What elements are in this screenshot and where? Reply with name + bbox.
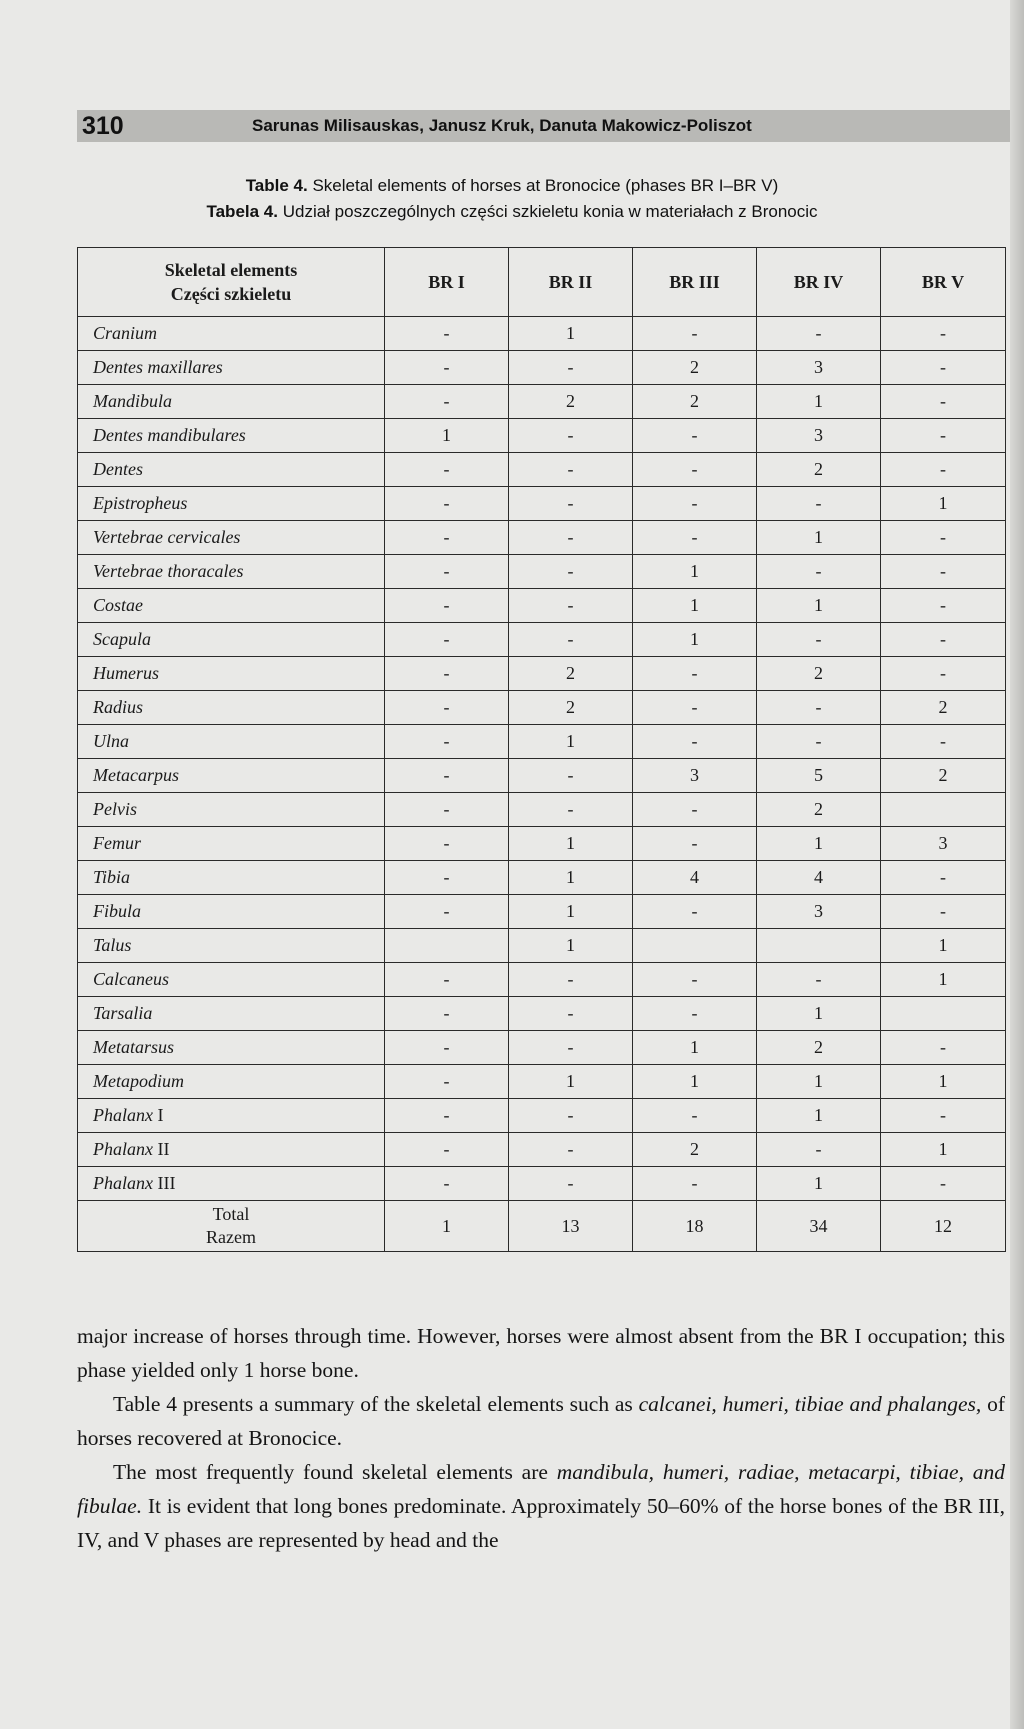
element-name — [78, 351, 385, 385]
paragraph-3-italic: mandibula, humeri, radiae, metacarpi, tibiae, and fibulae. — [77, 1460, 1005, 1518]
cell-br-i: - — [385, 351, 509, 385]
cell-br-v: - — [881, 385, 1006, 419]
cell-br-iii: 1 — [633, 1065, 757, 1099]
cell-br-i — [385, 929, 509, 963]
cell-br-iv: 1 — [757, 1065, 881, 1099]
cell-br-i: - — [385, 997, 509, 1031]
cell-br-v: 2 — [881, 691, 1006, 725]
total-label-english: Total — [212, 1204, 250, 1224]
table-row — [78, 1031, 1006, 1065]
cell-br-iv: 1 — [757, 589, 881, 623]
cell-br-iv: - — [757, 623, 881, 657]
total-label-polish: Razem — [206, 1227, 256, 1247]
cell-br-iii: 2 — [633, 385, 757, 419]
cell-br-ii: - — [509, 997, 633, 1031]
element-name — [78, 725, 385, 759]
element-name-latin: Vertebrae cervicales — [93, 527, 241, 547]
element-name — [78, 521, 385, 555]
paragraph-3-start: The most frequently found skeletal elements are — [113, 1460, 557, 1484]
cell-br-i: - — [385, 623, 509, 657]
element-name — [78, 1167, 385, 1201]
header-br-v: BR V — [881, 248, 1006, 317]
cell-br-iv: - — [757, 1133, 881, 1167]
table-row — [78, 1133, 1006, 1167]
cell-br-iii: 1 — [633, 555, 757, 589]
header-elements-english: Skeletal elements — [164, 260, 298, 280]
cell-br-v: 1 — [881, 487, 1006, 521]
paragraph-2-start: Table 4 presents a summary of the skeletal elements such as — [113, 1392, 639, 1416]
cell-br-iii: - — [633, 725, 757, 759]
cell-br-iii: - — [633, 453, 757, 487]
element-name — [78, 929, 385, 963]
cell-br-iii: - — [633, 1099, 757, 1133]
paragraph-2-italic: calcanei, humeri, tibiae and phalanges, — [638, 1392, 982, 1416]
element-name — [78, 691, 385, 725]
element-name — [78, 657, 385, 691]
element-name-latin: Femur — [93, 833, 141, 853]
table-row — [78, 419, 1006, 453]
cell-br-ii: 1 — [509, 929, 633, 963]
cell-br-ii: - — [509, 555, 633, 589]
table-row — [78, 861, 1006, 895]
total-br-iii: 18 — [633, 1201, 757, 1252]
element-name — [78, 623, 385, 657]
element-name — [78, 487, 385, 521]
table-row — [78, 453, 1006, 487]
element-name-latin: Metacarpus — [93, 765, 179, 785]
cell-br-v: 1 — [881, 1065, 1006, 1099]
table-row — [78, 963, 1006, 997]
table-row — [78, 317, 1006, 351]
cell-br-i: - — [385, 1133, 509, 1167]
body-text — [77, 1319, 1005, 1557]
table-body — [78, 317, 1006, 1201]
total-br-v: 12 — [881, 1201, 1006, 1252]
caption-text-polish: Udział poszczególnych części szkieletu konia w materiałach z Bronocic — [282, 202, 818, 221]
element-name — [78, 453, 385, 487]
element-name-latin: Cranium — [93, 323, 158, 343]
cell-br-iv: 3 — [757, 351, 881, 385]
cell-br-ii: - — [509, 351, 633, 385]
cell-br-iii: - — [633, 487, 757, 521]
cell-br-i: - — [385, 487, 509, 521]
element-name-latin: Ulna — [93, 731, 129, 751]
element-name — [78, 861, 385, 895]
cell-br-v: - — [881, 1031, 1006, 1065]
cell-br-v: 3 — [881, 827, 1006, 861]
element-name — [78, 1031, 385, 1065]
element-name-latin: Tibia — [93, 867, 131, 887]
cell-br-i: - — [385, 1065, 509, 1099]
element-name — [78, 1065, 385, 1099]
cell-br-iii: - — [633, 657, 757, 691]
cell-br-iv: 3 — [757, 419, 881, 453]
paragraph-2 — [77, 1387, 1005, 1455]
element-name-latin: Calcaneus — [93, 969, 169, 989]
cell-br-v: 1 — [881, 1133, 1006, 1167]
cell-br-iii: - — [633, 793, 757, 827]
cell-br-v: - — [881, 657, 1006, 691]
cell-br-iii: - — [633, 419, 757, 453]
table-row — [78, 589, 1006, 623]
cell-br-v — [881, 997, 1006, 1031]
cell-br-ii: - — [509, 963, 633, 997]
cell-br-iv: 1 — [757, 827, 881, 861]
cell-br-iv: 1 — [757, 997, 881, 1031]
table-row — [78, 1099, 1006, 1133]
element-name-latin: Dentes mandibulares — [93, 425, 246, 445]
cell-br-iv: 1 — [757, 521, 881, 555]
cell-br-i: - — [385, 759, 509, 793]
element-name-latin: Fibula — [93, 901, 141, 921]
element-name-latin: Metatarsus — [93, 1037, 174, 1057]
element-name-latin: Phalanx — [93, 1105, 153, 1125]
table-row — [78, 487, 1006, 521]
cell-br-v: - — [881, 555, 1006, 589]
element-name — [78, 1099, 385, 1133]
cell-br-i: - — [385, 725, 509, 759]
cell-br-iii: - — [633, 317, 757, 351]
cell-br-v: - — [881, 623, 1006, 657]
cell-br-ii: - — [509, 1099, 633, 1133]
cell-br-iv: 1 — [757, 385, 881, 419]
cell-br-ii: 1 — [509, 1065, 633, 1099]
cell-br-iv: 2 — [757, 453, 881, 487]
cell-br-i: - — [385, 1031, 509, 1065]
table-row — [78, 385, 1006, 419]
cell-br-ii: 2 — [509, 385, 633, 419]
header-br-iv: BR IV — [757, 248, 881, 317]
paragraph-3-end: It is evident that long bones predominate. Approximately 50–60% of the horse bones of the BR III, IV, and V phases are represented by head and the — [77, 1494, 1005, 1552]
cell-br-i: - — [385, 1099, 509, 1133]
cell-br-iii — [633, 929, 757, 963]
cell-br-i: - — [385, 861, 509, 895]
cell-br-v: - — [881, 521, 1006, 555]
cell-br-ii: 1 — [509, 725, 633, 759]
cell-br-ii: - — [509, 419, 633, 453]
table-row — [78, 997, 1006, 1031]
cell-br-i: - — [385, 963, 509, 997]
cell-br-iii: 2 — [633, 351, 757, 385]
cell-br-i: - — [385, 827, 509, 861]
table-row — [78, 521, 1006, 555]
cell-br-iii: - — [633, 997, 757, 1031]
element-name — [78, 385, 385, 419]
cell-br-i: 1 — [385, 419, 509, 453]
cell-br-v: - — [881, 419, 1006, 453]
cell-br-iv: 2 — [757, 1031, 881, 1065]
element-name — [78, 555, 385, 589]
element-name-suffix: II — [153, 1139, 170, 1159]
cell-br-ii: 1 — [509, 861, 633, 895]
caption-label-english: Table 4. — [245, 176, 308, 195]
cell-br-v — [881, 793, 1006, 827]
table-row — [78, 657, 1006, 691]
cell-br-ii: - — [509, 521, 633, 555]
page-number: 310 — [82, 112, 124, 140]
page-edge — [1010, 0, 1024, 1729]
running-head-authors: Sarunas Milisauskas, Janusz Kruk, Danuta Makowicz-Poliszot — [252, 116, 752, 135]
cell-br-ii: 1 — [509, 827, 633, 861]
table-row — [78, 793, 1006, 827]
cell-br-v: - — [881, 453, 1006, 487]
cell-br-i: - — [385, 555, 509, 589]
table-header-row — [78, 248, 1006, 317]
cell-br-iv: - — [757, 963, 881, 997]
cell-br-i: - — [385, 317, 509, 351]
cell-br-iv: 3 — [757, 895, 881, 929]
cell-br-i: - — [385, 521, 509, 555]
cell-br-i: - — [385, 453, 509, 487]
table-row — [78, 623, 1006, 657]
element-name — [78, 827, 385, 861]
cell-br-v: - — [881, 861, 1006, 895]
cell-br-iv: 5 — [757, 759, 881, 793]
cell-br-v: - — [881, 589, 1006, 623]
element-name-latin: Pelvis — [93, 799, 137, 819]
cell-br-v: - — [881, 351, 1006, 385]
element-name-latin: Phalanx — [93, 1139, 153, 1159]
cell-br-ii: - — [509, 589, 633, 623]
element-name-latin: Radius — [93, 697, 144, 717]
table-row — [78, 725, 1006, 759]
cell-br-ii: - — [509, 793, 633, 827]
element-name-latin: Talus — [93, 935, 132, 955]
cell-br-ii: - — [509, 487, 633, 521]
element-name-latin: Vertebrae thoracales — [93, 561, 244, 581]
paragraph-1: major increase of horses through time. However, horses were almost absent from the BR I occupation; this phase yielded only 1 horse bone. — [77, 1324, 1005, 1382]
cell-br-iv: - — [757, 691, 881, 725]
cell-br-v: - — [881, 1099, 1006, 1133]
cell-br-iv: 1 — [757, 1099, 881, 1133]
header-br-ii: BR II — [509, 248, 633, 317]
cell-br-ii: 1 — [509, 317, 633, 351]
table-row — [78, 555, 1006, 589]
cell-br-ii: - — [509, 453, 633, 487]
total-br-ii: 13 — [509, 1201, 633, 1252]
cell-br-v: - — [881, 1167, 1006, 1201]
element-name-latin: Metapodium — [93, 1071, 184, 1091]
element-name-suffix: III — [153, 1173, 176, 1193]
cell-br-v: 1 — [881, 963, 1006, 997]
cell-br-iii: - — [633, 963, 757, 997]
element-name — [78, 759, 385, 793]
paragraph-3 — [77, 1455, 1005, 1557]
header-elements-polish: Części szkieletu — [170, 284, 292, 304]
cell-br-i: - — [385, 1167, 509, 1201]
element-name — [78, 589, 385, 623]
header-br-i: BR I — [385, 248, 509, 317]
table-row — [78, 929, 1006, 963]
cell-br-v: - — [881, 725, 1006, 759]
cell-br-v: - — [881, 317, 1006, 351]
cell-br-i: - — [385, 657, 509, 691]
element-name-latin: Dentes — [93, 459, 143, 479]
cell-br-iv — [757, 929, 881, 963]
cell-br-iv: 2 — [757, 657, 881, 691]
total-row — [78, 1201, 1006, 1252]
element-name-latin: Epistropheus — [93, 493, 188, 513]
element-name-latin: Costae — [93, 595, 144, 615]
element-name-latin: Dentes maxillares — [93, 357, 223, 377]
element-name — [78, 793, 385, 827]
paragraph-2-end: of horses recovered at Bronocice. — [77, 1392, 1005, 1450]
cell-br-i: - — [385, 589, 509, 623]
element-name-latin: Mandibula — [93, 391, 172, 411]
cell-br-ii: - — [509, 623, 633, 657]
cell-br-iii: - — [633, 521, 757, 555]
element-name-suffix: I — [153, 1105, 164, 1125]
caption-label-polish: Tabela 4. — [206, 202, 278, 221]
header-br-iii: BR III — [633, 248, 757, 317]
cell-br-ii: 2 — [509, 691, 633, 725]
cell-br-iv: - — [757, 725, 881, 759]
cell-br-iv: 1 — [757, 1167, 881, 1201]
cell-br-iv: - — [757, 317, 881, 351]
cell-br-iii: 4 — [633, 861, 757, 895]
cell-br-i: - — [385, 793, 509, 827]
table-row — [78, 895, 1006, 929]
cell-br-iii: - — [633, 895, 757, 929]
total-br-iv: 34 — [757, 1201, 881, 1252]
cell-br-ii: - — [509, 1031, 633, 1065]
element-name-latin: Scapula — [93, 629, 151, 649]
cell-br-iv: 2 — [757, 793, 881, 827]
cell-br-v: - — [881, 895, 1006, 929]
cell-br-i: - — [385, 385, 509, 419]
cell-br-v: 2 — [881, 759, 1006, 793]
cell-br-iii: - — [633, 1167, 757, 1201]
cell-br-iv: 4 — [757, 861, 881, 895]
table-row — [78, 691, 1006, 725]
cell-br-i: - — [385, 691, 509, 725]
cell-br-iii: - — [633, 827, 757, 861]
cell-br-ii: - — [509, 759, 633, 793]
table-caption-polish — [0, 202, 1024, 222]
element-name-latin: Tarsalia — [93, 1003, 153, 1023]
element-name — [78, 1133, 385, 1167]
table-row — [78, 827, 1006, 861]
cell-br-ii: 1 — [509, 895, 633, 929]
table-row — [78, 1167, 1006, 1201]
cell-br-iii: 2 — [633, 1133, 757, 1167]
cell-br-iii: 3 — [633, 759, 757, 793]
cell-br-iii: 1 — [633, 623, 757, 657]
cell-br-iv: - — [757, 487, 881, 521]
total-label — [78, 1201, 385, 1252]
table-caption-english — [0, 176, 1024, 196]
element-name-latin: Humerus — [93, 663, 159, 683]
cell-br-iv: - — [757, 555, 881, 589]
caption-text-english: Skeletal elements of horses at Bronocice (phases BR I–BR V) — [312, 176, 779, 195]
cell-br-ii: - — [509, 1133, 633, 1167]
element-name — [78, 963, 385, 997]
skeletal-elements-table — [77, 247, 1006, 1252]
header-skeletal-elements — [78, 248, 385, 317]
table-row — [78, 351, 1006, 385]
element-name — [78, 997, 385, 1031]
cell-br-ii: 2 — [509, 657, 633, 691]
element-name-latin: Phalanx — [93, 1173, 153, 1193]
cell-br-iii: 1 — [633, 1031, 757, 1065]
cell-br-v: 1 — [881, 929, 1006, 963]
total-br-i: 1 — [385, 1201, 509, 1252]
element-name — [78, 317, 385, 351]
table-row — [78, 759, 1006, 793]
element-name — [78, 419, 385, 453]
table-row — [78, 1065, 1006, 1099]
cell-br-iii: 1 — [633, 589, 757, 623]
cell-br-iii: - — [633, 691, 757, 725]
cell-br-i: - — [385, 895, 509, 929]
element-name — [78, 895, 385, 929]
cell-br-ii: - — [509, 1167, 633, 1201]
